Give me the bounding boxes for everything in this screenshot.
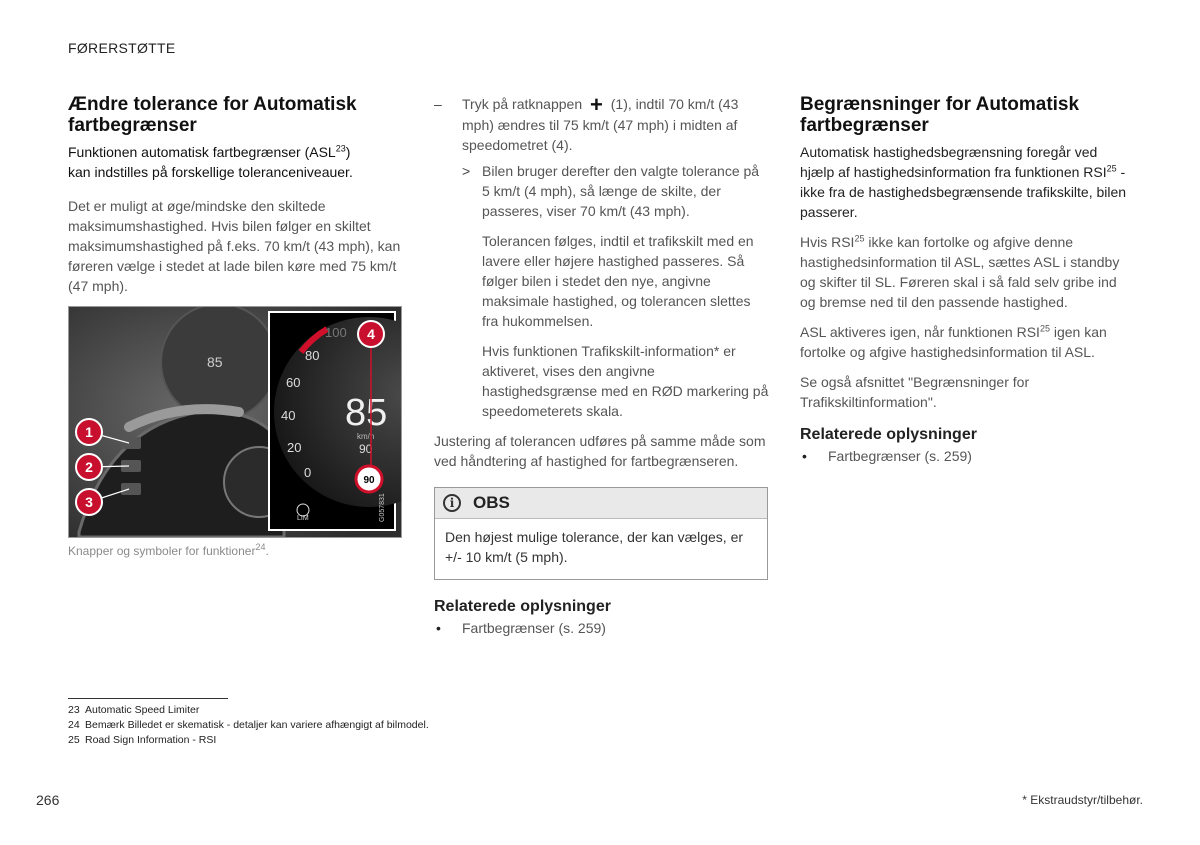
step-text-pre: Tryk på ratknappen — [462, 96, 583, 112]
column-right — [800, 94, 1130, 466]
set-speed: 90 — [359, 442, 373, 456]
speed-unit: km/h — [357, 432, 375, 441]
column-middle — [434, 94, 770, 638]
related-link-fartbegraenser[interactable] — [434, 618, 770, 638]
result-arrow: > — [462, 163, 471, 179]
step-result — [434, 161, 770, 221]
footnotes — [68, 698, 668, 748]
see-also-paragraph: Se også afsnittet "Begrænsninger for Trafikskiltinformation". — [800, 374, 1030, 410]
gauge-tick-80: 80 — [305, 348, 320, 363]
info-icon: i — [443, 494, 461, 512]
lim-label: LIM — [297, 515, 309, 522]
related-link-text: Fartbegrænser (s. 259) — [828, 448, 972, 464]
footnote-ref-24[interactable]: 24 — [255, 542, 266, 552]
bullet: • — [436, 620, 441, 636]
lead-text-a: Funktionen automatisk fartbegrænser (ASL — [68, 144, 336, 160]
gauge-tick-60: 60 — [286, 375, 301, 390]
lead-a: Automatisk hastighedsbegrænsning foregår ved hjælp af hastighedsinformation fra funktionen RSI — [800, 144, 1107, 180]
footnote-24: 24 Bemærk Billedet er skematisk - detaljer kan variere afhængigt af bilmodel. — [68, 719, 429, 731]
speed-limit-sign-value: 90 — [363, 475, 375, 486]
limitations-lead — [800, 142, 1130, 222]
obs-header — [435, 488, 767, 519]
body-paragraph: Det er muligt at øge/mindske den skiltede maksimumshastighed. Hvis bilen følger en skiltet maksimumshastighed på f.eks. 70 km/t (43 mph), kan føreren vælge i stedet at lade bilen køre med 75 km/t (47 mph). — [68, 198, 401, 294]
svg-text:1: 1 — [85, 424, 93, 440]
bullet: • — [802, 448, 807, 464]
footnote-ref-23[interactable]: 23 — [335, 143, 346, 154]
left-speed-readout: 85 — [207, 354, 223, 370]
obs-note-box — [434, 487, 768, 580]
gauge-tick-40: 40 — [281, 408, 296, 423]
reactivation-paragraph — [800, 322, 1130, 362]
lead-text — [68, 142, 402, 182]
speed-value: 85 — [345, 392, 388, 434]
page-number: 266 — [36, 792, 60, 808]
lead-text-c: kan indstilles på forskellige toleranceniveauer. — [68, 164, 353, 180]
result-text: Bilen bruger derefter den valgte tolerance på 5 km/t (4 mph), så længe de skilte, der passeres, viser 70 km/t (43 mph). — [482, 163, 760, 219]
callout-3 — [76, 489, 102, 515]
svg-text:2: 2 — [85, 459, 93, 475]
callout-4 — [358, 321, 384, 347]
step-dash: – — [434, 96, 442, 112]
gauge-tick-0: 0 — [304, 465, 312, 480]
lead-text-b: ) — [345, 144, 351, 160]
related-heading-middle: Relaterede oplysninger — [434, 598, 611, 615]
gauge-tick-20: 20 — [287, 440, 302, 455]
instruction-step — [434, 94, 770, 155]
plus-button[interactable] — [121, 437, 141, 449]
svg-text:3: 3 — [85, 494, 93, 510]
caption-text: Knapper og symboler for funktioner — [68, 544, 256, 558]
standby-paragraph — [800, 232, 1130, 312]
section-header: FØRERSTØTTE — [68, 40, 176, 56]
footnote-ref-25[interactable]: 25 — [1106, 163, 1117, 174]
p1-a: Hvis RSI — [800, 234, 855, 250]
related-link-text: Fartbegrænser (s. 259) — [462, 620, 606, 636]
svg-text:4: 4 — [367, 326, 375, 342]
adjustment-paragraph: Justering af tolerancen udføres på samme måde som ved håndtering af hastighed for fartbegrænseren. — [434, 433, 766, 469]
callout-2 — [76, 454, 102, 480]
minus-button[interactable] — [121, 483, 141, 495]
column-left — [68, 94, 402, 558]
gauge-tick-100: 100 — [325, 325, 347, 340]
dashboard-figure — [68, 306, 402, 538]
heading-limitations: Begrænsninger for Automatisk fartbegrænser — [800, 94, 1080, 136]
footnote-23: 23 Automatic Speed Limiter — [68, 704, 200, 716]
footnote-rule — [68, 698, 228, 699]
caption-end: . — [265, 544, 269, 558]
footer-note: * Ekstraudstyr/tilbehør. — [1022, 793, 1143, 807]
dashboard-illustration — [69, 307, 401, 537]
footnote-25: 25 Road Sign Information - RSI — [68, 734, 217, 746]
related-link-fartbegraenser[interactable] — [800, 446, 1130, 466]
plus-icon: + — [590, 92, 603, 117]
lead-b: - ikke fra de hastighedsbegrænsende trafikskilte, bilen passerer. — [800, 164, 1127, 220]
obs-body: Den højest mulige tolerance, der kan vælges, er +/- 10 km/t (5 mph). — [445, 529, 744, 565]
rsi-paragraph: Hvis funktionen Trafikskilt-information* er aktiveret, vises den angivne hastighedsgrænse med en RØD markering på speedometerets skala. — [482, 343, 769, 419]
tolerance-paragraph: Tolerancen følges, indtil et trafikskilt med en lavere eller højere hastighed passeres. Så følger bilen i stedet den nye, angivne maksimale hastighed, og tolerancen slettes fra hukommelsen. — [482, 233, 754, 329]
obs-title: OBS — [473, 493, 510, 512]
p1-b: ikke kan fortolke og afgive denne hastighedsinformation til ASL, sættes ASL i standby og skifter til SL. Føreren skal i så fald selv gribe ind og bremse ned til den passende hastighed. — [800, 234, 1120, 310]
related-heading-right: Relaterede oplysninger — [800, 426, 977, 443]
image-code: G057831 — [379, 493, 386, 522]
heading-tolerance: Ændre tolerance for Automatisk fartbegrænser — [68, 94, 357, 136]
figure-caption — [68, 544, 402, 558]
footnote-ref-25[interactable]: 25 — [854, 233, 865, 244]
footnote-ref-25[interactable]: 25 — [1039, 323, 1050, 334]
p2-a: ASL aktiveres igen, når funktionen RSI — [800, 324, 1040, 340]
step-text-post: (1), indtil 70 km/t (43 mph) ændres til 75 km/t (47 mph) i midten af speedometret (4). — [462, 96, 739, 153]
p2-b: igen kan fortolke og afgive hastighedsinformation til ASL. — [800, 324, 1107, 360]
callout-1 — [76, 419, 102, 445]
